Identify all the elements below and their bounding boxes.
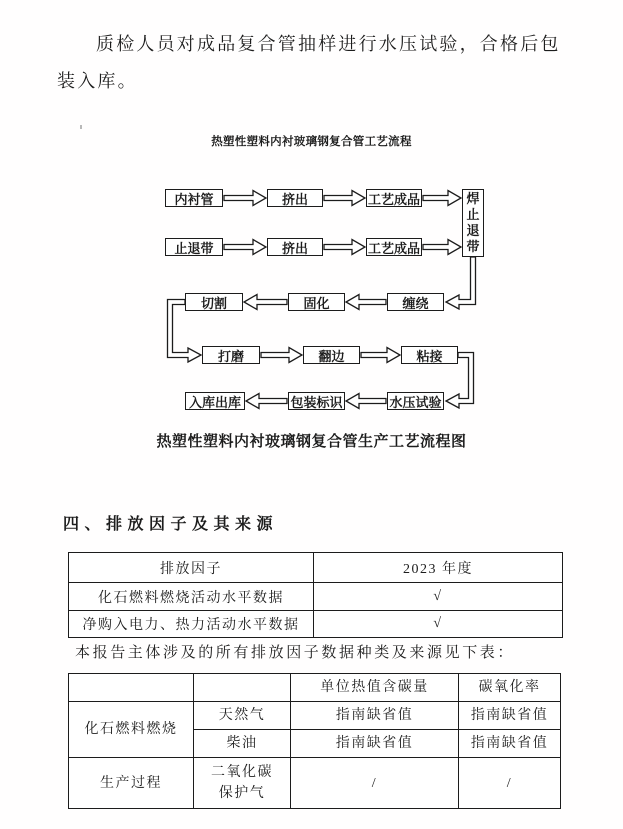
header-oxidation-rate: 碳氧化率 (459, 674, 561, 702)
table2-intro-text: 本报告主体涉及的所有排放因子数据种类及来源见下表： (75, 645, 516, 661)
scan-artifact (80, 125, 82, 129)
arrow-liner-to-extrusion (224, 191, 266, 206)
node-label: 包装标识 (290, 394, 343, 410)
table-row (69, 702, 561, 730)
node-inner-liner (165, 189, 223, 207)
arrow-stopbelt-to-extrusion (224, 240, 266, 255)
flowchart-caption: 热塑性塑料内衬玻璃钢复合管生产工艺流程图 (156, 434, 467, 450)
node-extrusion-1 (267, 189, 323, 207)
node-label: 焊止退带 (466, 191, 480, 254)
cell-oxidation-rate: / (459, 758, 561, 809)
emission-factor-year-table (68, 552, 563, 638)
node-label: 打磨 (217, 348, 244, 364)
cell-item: 柴油 (194, 730, 291, 758)
node-label: 挤出 (281, 191, 308, 207)
node-label: 入库出库 (188, 394, 241, 410)
node-label: 工艺成品 (367, 191, 420, 207)
table-row (69, 758, 561, 809)
node-hydraulic-test (387, 392, 444, 410)
cell-item: 天然气 (194, 702, 291, 730)
node-packaging-labeling (288, 392, 345, 410)
section-heading: 四、排放因子及其来源 (63, 516, 279, 533)
emission-factor-source-table (68, 673, 561, 809)
cell-oxidation-rate: 指南缺省值 (459, 702, 561, 730)
node-extrusion-2 (267, 238, 323, 256)
cell-carbon-content: / (291, 758, 459, 809)
arrow-grinding-to-flanging (261, 348, 302, 363)
arrow-packaging-to-warehouse (246, 394, 287, 409)
header-year: 2023 年度 (314, 553, 563, 583)
node-process-product-1 (366, 189, 422, 207)
header-emission-factor: 排放因子 (69, 553, 314, 583)
checkmark: √ (314, 611, 563, 638)
cell-group-fossil-fuel: 化石燃料燃烧 (69, 702, 194, 758)
arrow-flanging-to-bonding (361, 348, 400, 363)
node-label: 水压试验 (389, 394, 442, 410)
table-header-row (69, 553, 563, 583)
node-label: 固化 (303, 295, 330, 311)
cell-item: 二氧化碳保护气 (194, 758, 291, 809)
table-row (69, 583, 563, 611)
node-process-product-2 (366, 238, 422, 256)
node-grinding (202, 346, 260, 364)
table-row (69, 611, 563, 638)
node-label: 粘接 (416, 348, 443, 364)
node-label: 缠绕 (402, 295, 429, 311)
node-warehouse-in-out (185, 392, 245, 410)
table-header-row (69, 674, 561, 702)
checkmark: √ (314, 583, 563, 611)
node-cutting (185, 293, 243, 311)
node-weld-stop-belt (462, 189, 484, 257)
arrow-curing-to-cutting (244, 295, 287, 310)
node-bonding (401, 346, 458, 364)
node-flanging (303, 346, 360, 364)
node-label: 翻边 (318, 348, 345, 364)
node-label: 切割 (200, 295, 227, 311)
node-label: 内衬管 (174, 191, 214, 207)
cell-factor: 化石燃料燃烧活动水平数据 (69, 583, 314, 611)
cell-group-production-process: 生产过程 (69, 758, 194, 809)
header-empty-2 (194, 674, 291, 702)
cell-carbon-content: 指南缺省值 (291, 730, 459, 758)
node-stop-belt (165, 238, 223, 256)
arrow-extrusion-to-product-1 (324, 191, 365, 206)
connector-weld-to-winding (446, 257, 476, 309)
node-label: 止退带 (174, 240, 214, 256)
arrow-product-to-weld-2 (423, 240, 461, 255)
node-winding (387, 293, 444, 311)
node-curing (288, 293, 345, 311)
arrow-extrusion-to-product-2 (324, 240, 365, 255)
cell-carbon-content: 指南缺省值 (291, 702, 459, 730)
node-label: 挤出 (281, 240, 308, 256)
header-carbon-content: 单位热值含碳量 (291, 674, 459, 702)
flowchart-title: 热塑性塑料内衬玻璃钢复合管工艺流程 (211, 136, 412, 148)
header-empty-1 (69, 674, 194, 702)
cell-oxidation-rate: 指南缺省值 (459, 730, 561, 758)
arrow-winding-to-curing (346, 295, 386, 310)
cell-factor: 净购入电力、热力活动水平数据 (69, 611, 314, 638)
node-label: 工艺成品 (367, 240, 420, 256)
arrow-hydrotest-to-packaging (346, 394, 386, 409)
arrow-product-to-weld-1 (423, 191, 461, 206)
body-paragraph: 质检人员对成品复合管抽样进行水压试验，合格后包装入库。 (57, 34, 561, 91)
